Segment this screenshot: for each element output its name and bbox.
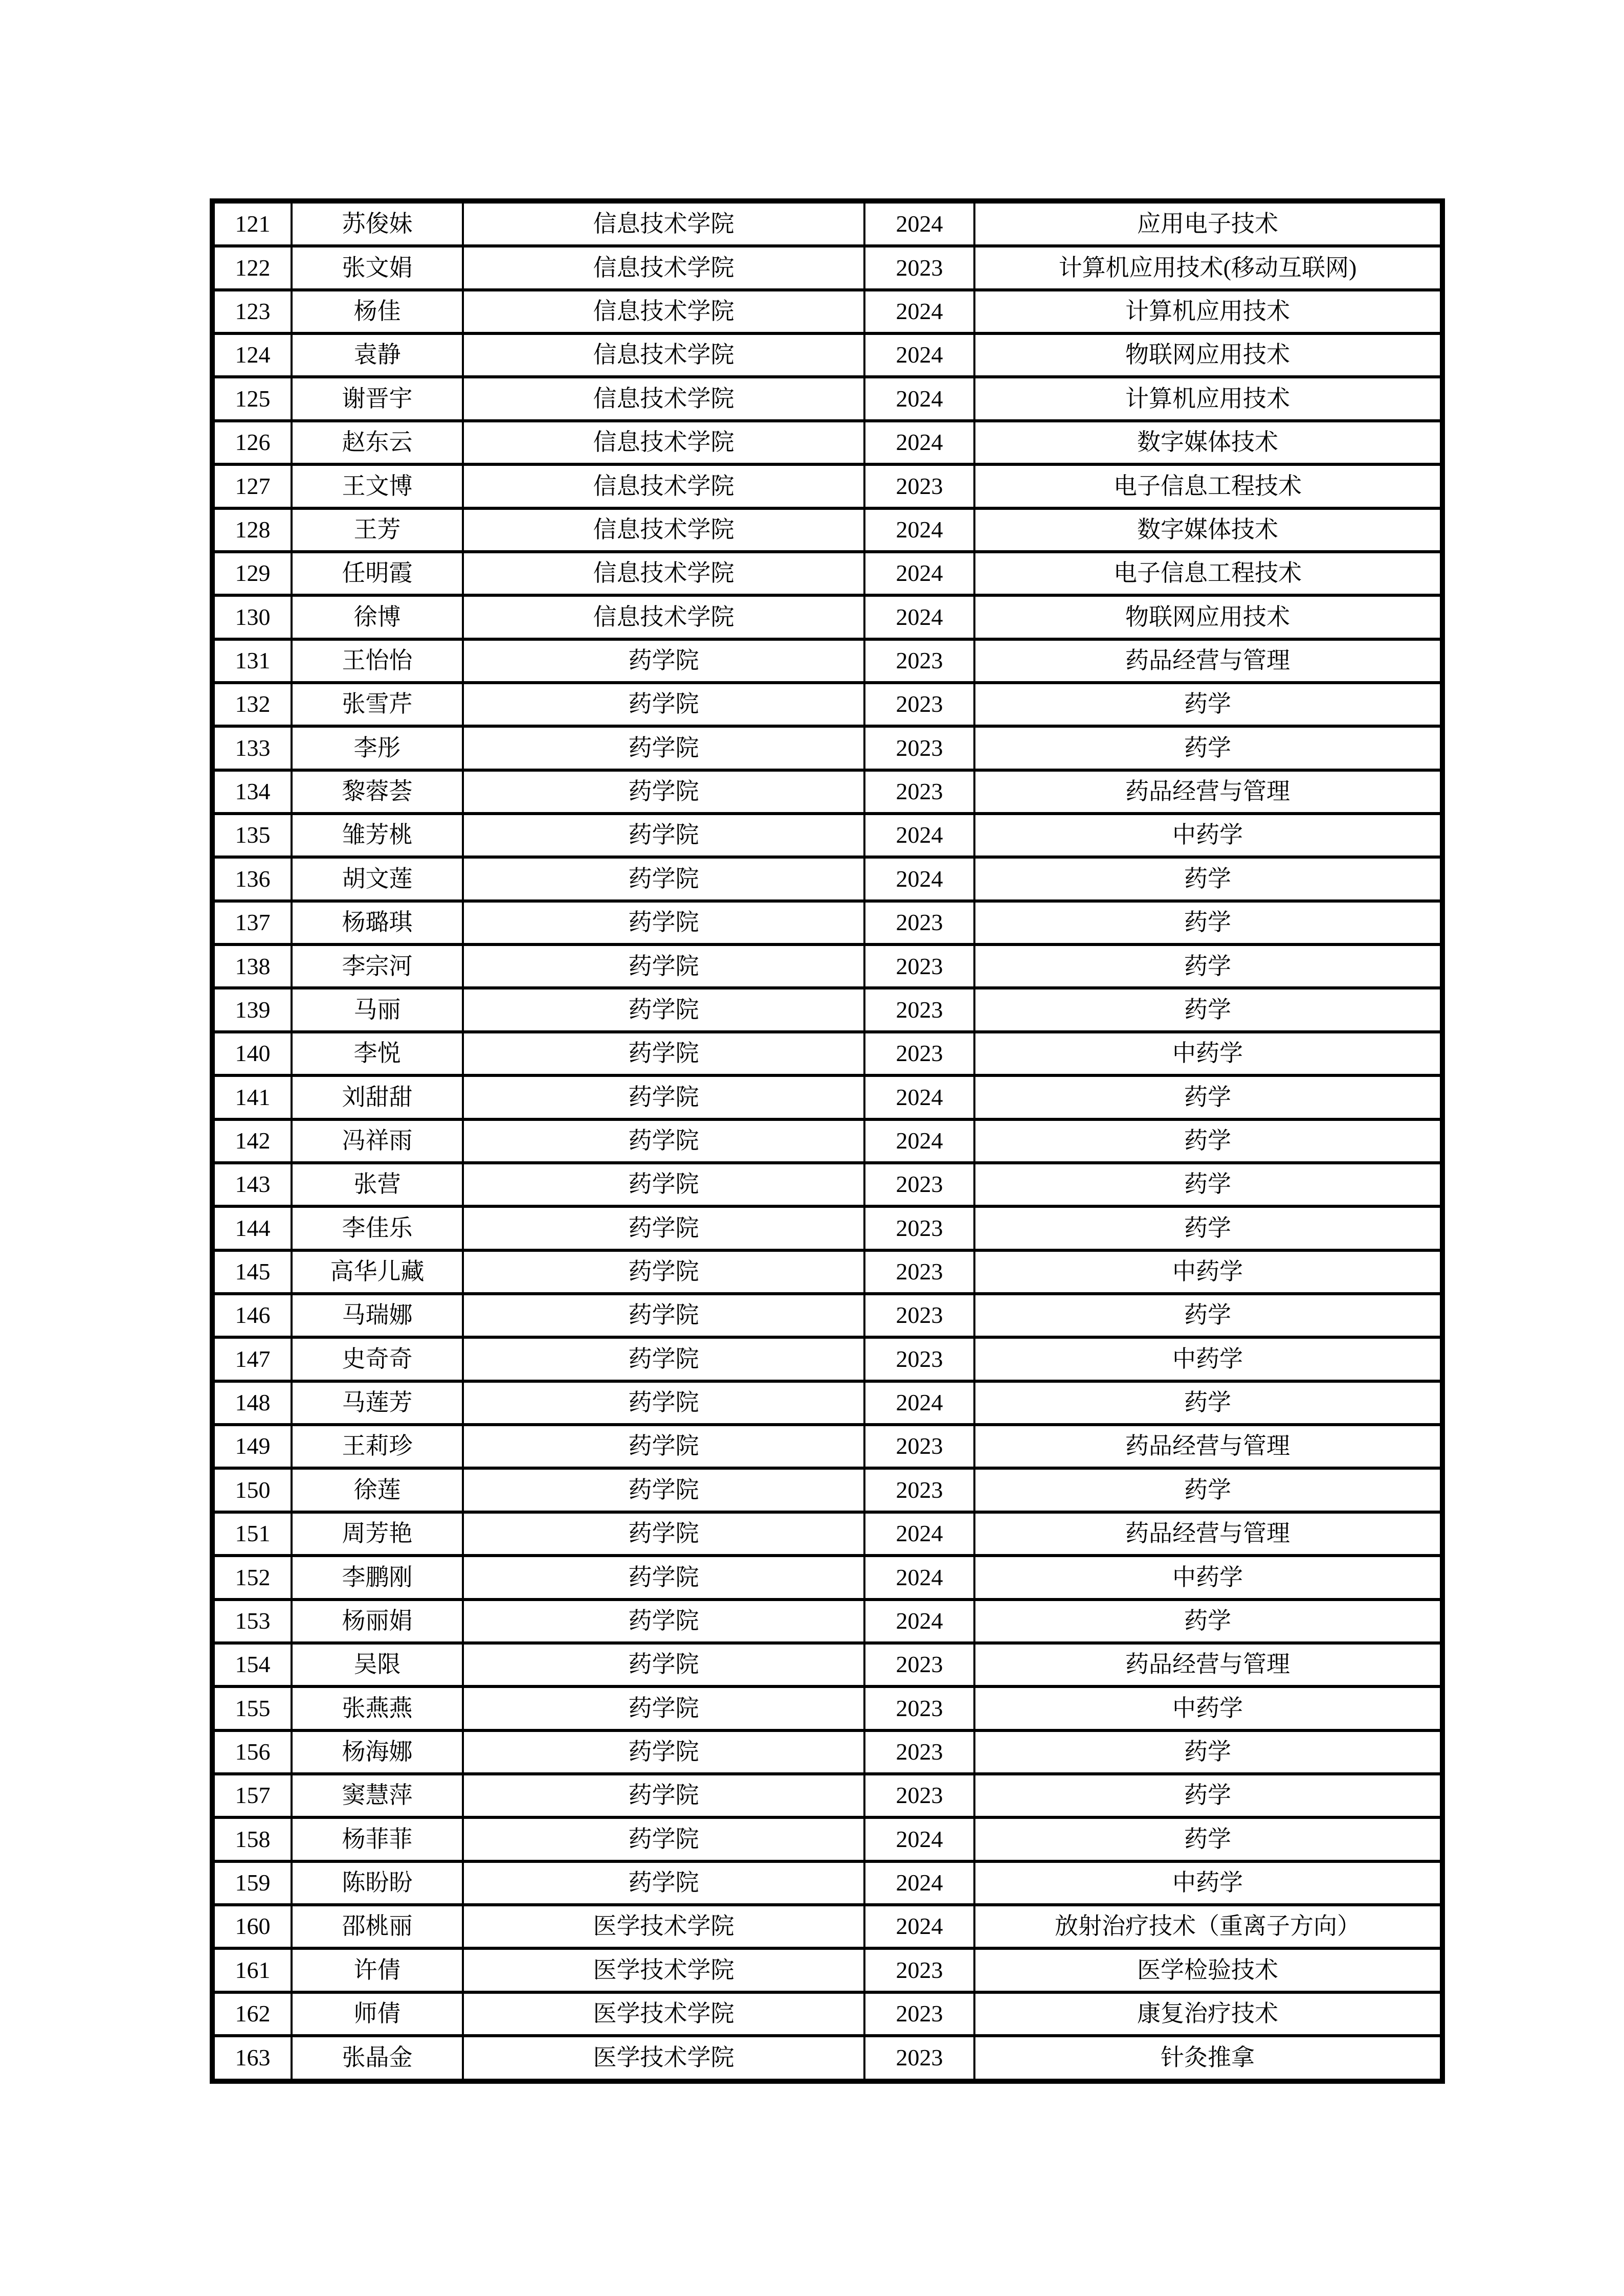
cell-year: 2023 — [864, 1948, 974, 1992]
cell-index: 145 — [212, 1250, 292, 1294]
cell-major: 药学 — [974, 1600, 1442, 1643]
cell-name: 马莲芳 — [292, 1381, 463, 1425]
cell-major: 药学 — [974, 683, 1442, 726]
cell-name: 陈盼盼 — [292, 1861, 463, 1905]
cell-name: 周芳艳 — [292, 1512, 463, 1556]
cell-name: 许倩 — [292, 1948, 463, 1992]
table-row — [212, 683, 1442, 726]
cell-name: 高华儿藏 — [292, 1250, 463, 1294]
cell-name: 张燕燕 — [292, 1686, 463, 1730]
cell-major: 数字媒体技术 — [974, 508, 1442, 552]
cell-index: 147 — [212, 1337, 292, 1381]
cell-major: 药学 — [974, 1075, 1442, 1119]
cell-index: 130 — [212, 595, 292, 639]
table-row — [212, 1381, 1442, 1425]
cell-index: 156 — [212, 1730, 292, 1774]
cell-major: 药学 — [974, 944, 1442, 988]
cell-name: 赵东云 — [292, 421, 463, 464]
cell-college: 信息技术学院 — [463, 595, 864, 639]
cell-index: 126 — [212, 421, 292, 464]
cell-major: 医学检验技术 — [974, 1948, 1442, 1992]
cell-college: 药学院 — [463, 1774, 864, 1817]
cell-year: 2024 — [864, 857, 974, 901]
cell-name: 李鹏刚 — [292, 1556, 463, 1599]
table-row — [212, 1337, 1442, 1381]
cell-name: 师倩 — [292, 1992, 463, 2036]
cell-year: 2024 — [864, 201, 974, 246]
cell-year: 2024 — [864, 508, 974, 552]
cell-college: 医学技术学院 — [463, 1905, 864, 1948]
cell-name: 杨海娜 — [292, 1730, 463, 1774]
cell-year: 2023 — [864, 1032, 974, 1075]
cell-college: 药学院 — [463, 1294, 864, 1337]
cell-name: 史奇奇 — [292, 1337, 463, 1381]
cell-college: 信息技术学院 — [463, 377, 864, 420]
table-row — [212, 1948, 1442, 1992]
cell-index: 141 — [212, 1075, 292, 1119]
cell-year: 2023 — [864, 683, 974, 726]
cell-year: 2023 — [864, 770, 974, 814]
table-row — [212, 1861, 1442, 1905]
cell-major: 药学 — [974, 1817, 1442, 1861]
cell-name: 李宗河 — [292, 944, 463, 988]
cell-college: 信息技术学院 — [463, 246, 864, 289]
cell-name: 王文博 — [292, 464, 463, 508]
table-row — [212, 1817, 1442, 1861]
cell-index: 146 — [212, 1294, 292, 1337]
table-row — [212, 1905, 1442, 1948]
cell-year: 2023 — [864, 988, 974, 1031]
cell-year: 2024 — [864, 1817, 974, 1861]
cell-name: 杨丽娟 — [292, 1600, 463, 1643]
cell-college: 药学院 — [463, 1468, 864, 1512]
cell-index: 132 — [212, 683, 292, 726]
table-row — [212, 1206, 1442, 1250]
cell-college: 药学院 — [463, 1337, 864, 1381]
cell-college: 药学院 — [463, 1032, 864, 1075]
cell-college: 药学院 — [463, 1425, 864, 1468]
table-row — [212, 1774, 1442, 1817]
cell-year: 2023 — [864, 1425, 974, 1468]
cell-name: 王怡怡 — [292, 639, 463, 683]
cell-index: 140 — [212, 1032, 292, 1075]
cell-major: 康复治疗技术 — [974, 1992, 1442, 2036]
cell-year: 2023 — [864, 1468, 974, 1512]
cell-year: 2023 — [864, 1643, 974, 1686]
table-row — [212, 421, 1442, 464]
cell-name: 张营 — [292, 1163, 463, 1206]
cell-college: 药学院 — [463, 1163, 864, 1206]
table-row — [212, 726, 1442, 770]
cell-name: 杨佳 — [292, 290, 463, 333]
cell-major: 数字媒体技术 — [974, 421, 1442, 464]
cell-name: 王莉珍 — [292, 1425, 463, 1468]
cell-name: 张文娟 — [292, 246, 463, 289]
cell-year: 2024 — [864, 1600, 974, 1643]
cell-index: 160 — [212, 1905, 292, 1948]
cell-name: 胡文莲 — [292, 857, 463, 901]
cell-college: 信息技术学院 — [463, 333, 864, 377]
cell-college: 药学院 — [463, 988, 864, 1031]
cell-year: 2023 — [864, 1294, 974, 1337]
cell-college: 药学院 — [463, 1730, 864, 1774]
cell-college: 药学院 — [463, 901, 864, 944]
table-row — [212, 377, 1442, 420]
table-row — [212, 1163, 1442, 1206]
table-row — [212, 770, 1442, 814]
cell-index: 131 — [212, 639, 292, 683]
cell-college: 医学技术学院 — [463, 1948, 864, 1992]
cell-college: 信息技术学院 — [463, 464, 864, 508]
cell-year: 2023 — [864, 1250, 974, 1294]
cell-major: 药品经营与管理 — [974, 1643, 1442, 1686]
cell-major: 计算机应用技术(移动互联网) — [974, 246, 1442, 289]
cell-college: 药学院 — [463, 1075, 864, 1119]
cell-year: 2024 — [864, 290, 974, 333]
cell-major: 药学 — [974, 1468, 1442, 1512]
cell-college: 药学院 — [463, 683, 864, 726]
table-row — [212, 857, 1442, 901]
cell-index: 144 — [212, 1206, 292, 1250]
cell-name: 吴限 — [292, 1643, 463, 1686]
cell-name: 苏俊妹 — [292, 201, 463, 246]
cell-college: 药学院 — [463, 1381, 864, 1425]
table-row — [212, 464, 1442, 508]
cell-name: 黎蓉荟 — [292, 770, 463, 814]
table-row — [212, 988, 1442, 1031]
cell-college: 信息技术学院 — [463, 421, 864, 464]
cell-index: 129 — [212, 552, 292, 595]
table-row — [212, 246, 1442, 289]
cell-year: 2024 — [864, 333, 974, 377]
cell-index: 158 — [212, 1817, 292, 1861]
cell-college: 药学院 — [463, 944, 864, 988]
cell-major: 中药学 — [974, 814, 1442, 857]
cell-college: 医学技术学院 — [463, 1992, 864, 2036]
cell-index: 139 — [212, 988, 292, 1031]
cell-college: 医学技术学院 — [463, 2036, 864, 2081]
cell-college: 信息技术学院 — [463, 201, 864, 246]
table-row — [212, 944, 1442, 988]
cell-major: 计算机应用技术 — [974, 377, 1442, 420]
table-row — [212, 1468, 1442, 1512]
cell-year: 2023 — [864, 1163, 974, 1206]
cell-major: 药品经营与管理 — [974, 770, 1442, 814]
cell-major: 药学 — [974, 1774, 1442, 1817]
cell-year: 2023 — [864, 1337, 974, 1381]
cell-name: 雏芳桃 — [292, 814, 463, 857]
cell-name: 马丽 — [292, 988, 463, 1031]
cell-name: 李彤 — [292, 726, 463, 770]
cell-year: 2024 — [864, 814, 974, 857]
table-row — [212, 1294, 1442, 1337]
table-row — [212, 1556, 1442, 1599]
cell-index: 150 — [212, 1468, 292, 1512]
cell-name: 窦慧萍 — [292, 1774, 463, 1817]
cell-college: 药学院 — [463, 1686, 864, 1730]
table-row — [212, 1425, 1442, 1468]
cell-year: 2023 — [864, 1206, 974, 1250]
cell-index: 135 — [212, 814, 292, 857]
cell-index: 162 — [212, 1992, 292, 2036]
table-row — [212, 901, 1442, 944]
cell-index: 134 — [212, 770, 292, 814]
cell-index: 128 — [212, 508, 292, 552]
cell-major: 电子信息工程技术 — [974, 552, 1442, 595]
table-row — [212, 1643, 1442, 1686]
cell-college: 信息技术学院 — [463, 552, 864, 595]
cell-index: 161 — [212, 1948, 292, 1992]
table-row — [212, 814, 1442, 857]
cell-college: 药学院 — [463, 1512, 864, 1556]
cell-college: 信息技术学院 — [463, 508, 864, 552]
cell-index: 148 — [212, 1381, 292, 1425]
cell-name: 张晶金 — [292, 2036, 463, 2081]
cell-college: 药学院 — [463, 1119, 864, 1163]
cell-index: 127 — [212, 464, 292, 508]
cell-college: 药学院 — [463, 726, 864, 770]
cell-major: 电子信息工程技术 — [974, 464, 1442, 508]
cell-major: 药学 — [974, 1381, 1442, 1425]
table-row — [212, 1600, 1442, 1643]
cell-index: 163 — [212, 2036, 292, 2081]
cell-year: 2024 — [864, 377, 974, 420]
cell-name: 刘甜甜 — [292, 1075, 463, 1119]
cell-index: 143 — [212, 1163, 292, 1206]
cell-major: 中药学 — [974, 1861, 1442, 1905]
cell-college: 药学院 — [463, 857, 864, 901]
cell-name: 王芳 — [292, 508, 463, 552]
cell-major: 药学 — [974, 1206, 1442, 1250]
cell-year: 2024 — [864, 552, 974, 595]
table-row — [212, 2036, 1442, 2081]
cell-major: 计算机应用技术 — [974, 290, 1442, 333]
table-row — [212, 1250, 1442, 1294]
cell-name: 马瑞娜 — [292, 1294, 463, 1337]
cell-major: 药学 — [974, 901, 1442, 944]
cell-index: 122 — [212, 246, 292, 289]
cell-year: 2023 — [864, 246, 974, 289]
cell-college: 药学院 — [463, 1643, 864, 1686]
cell-college: 药学院 — [463, 770, 864, 814]
cell-index: 124 — [212, 333, 292, 377]
cell-college: 信息技术学院 — [463, 290, 864, 333]
cell-major: 药学 — [974, 1163, 1442, 1206]
cell-index: 152 — [212, 1556, 292, 1599]
cell-major: 物联网应用技术 — [974, 595, 1442, 639]
cell-college: 药学院 — [463, 814, 864, 857]
cell-name: 张雪芹 — [292, 683, 463, 726]
cell-major: 物联网应用技术 — [974, 333, 1442, 377]
cell-year: 2023 — [864, 1992, 974, 2036]
cell-year: 2024 — [864, 1905, 974, 1948]
cell-index: 155 — [212, 1686, 292, 1730]
cell-year: 2023 — [864, 2036, 974, 2081]
cell-year: 2024 — [864, 1381, 974, 1425]
cell-college: 药学院 — [463, 639, 864, 683]
cell-year: 2024 — [864, 1512, 974, 1556]
table-row — [212, 1119, 1442, 1163]
cell-index: 125 — [212, 377, 292, 420]
cell-college: 药学院 — [463, 1861, 864, 1905]
cell-name: 徐莲 — [292, 1468, 463, 1512]
cell-major: 中药学 — [974, 1686, 1442, 1730]
table-row — [212, 595, 1442, 639]
cell-index: 159 — [212, 1861, 292, 1905]
table-row — [212, 508, 1442, 552]
cell-major: 药品经营与管理 — [974, 639, 1442, 683]
table-row — [212, 1992, 1442, 2036]
table-row — [212, 1032, 1442, 1075]
cell-name: 杨菲菲 — [292, 1817, 463, 1861]
cell-year: 2023 — [864, 464, 974, 508]
cell-name: 冯祥雨 — [292, 1119, 463, 1163]
cell-index: 151 — [212, 1512, 292, 1556]
cell-major: 药学 — [974, 988, 1442, 1031]
cell-major: 针灸推拿 — [974, 2036, 1442, 2081]
cell-major: 放射治疗技术（重离子方向） — [974, 1905, 1442, 1948]
cell-year: 2024 — [864, 1861, 974, 1905]
cell-major: 中药学 — [974, 1556, 1442, 1599]
table-row — [212, 201, 1442, 246]
cell-year: 2023 — [864, 944, 974, 988]
cell-index: 153 — [212, 1600, 292, 1643]
cell-year: 2024 — [864, 421, 974, 464]
cell-college: 药学院 — [463, 1250, 864, 1294]
cell-index: 133 — [212, 726, 292, 770]
cell-index: 157 — [212, 1774, 292, 1817]
table-row — [212, 1075, 1442, 1119]
cell-major: 药品经营与管理 — [974, 1425, 1442, 1468]
table-row — [212, 1730, 1442, 1774]
table-row — [212, 1686, 1442, 1730]
table-row — [212, 290, 1442, 333]
cell-major: 药学 — [974, 726, 1442, 770]
cell-name: 谢晋宇 — [292, 377, 463, 420]
cell-index: 136 — [212, 857, 292, 901]
cell-major: 药学 — [974, 857, 1442, 901]
cell-name: 李佳乐 — [292, 1206, 463, 1250]
cell-year: 2023 — [864, 726, 974, 770]
cell-name: 徐博 — [292, 595, 463, 639]
table-body — [212, 201, 1442, 2081]
cell-major: 药学 — [974, 1294, 1442, 1337]
cell-index: 149 — [212, 1425, 292, 1468]
cell-major: 药学 — [974, 1119, 1442, 1163]
cell-name: 任明霞 — [292, 552, 463, 595]
cell-year: 2024 — [864, 1119, 974, 1163]
cell-year: 2023 — [864, 639, 974, 683]
cell-major: 应用电子技术 — [974, 201, 1442, 246]
cell-year: 2024 — [864, 1075, 974, 1119]
cell-college: 药学院 — [463, 1600, 864, 1643]
cell-major: 药学 — [974, 1730, 1442, 1774]
cell-name: 邵桃丽 — [292, 1905, 463, 1948]
cell-college: 药学院 — [463, 1206, 864, 1250]
table-row — [212, 1512, 1442, 1556]
cell-name: 李悦 — [292, 1032, 463, 1075]
cell-major: 中药学 — [974, 1250, 1442, 1294]
cell-year: 2024 — [864, 595, 974, 639]
cell-major: 中药学 — [974, 1337, 1442, 1381]
table-row — [212, 333, 1442, 377]
cell-college: 药学院 — [463, 1556, 864, 1599]
cell-college: 药学院 — [463, 1817, 864, 1861]
cell-year: 2023 — [864, 1730, 974, 1774]
cell-index: 138 — [212, 944, 292, 988]
cell-index: 121 — [212, 201, 292, 246]
cell-year: 2023 — [864, 901, 974, 944]
cell-major: 中药学 — [974, 1032, 1442, 1075]
table-row — [212, 639, 1442, 683]
cell-index: 123 — [212, 290, 292, 333]
cell-name: 袁静 — [292, 333, 463, 377]
cell-index: 137 — [212, 901, 292, 944]
cell-year: 2023 — [864, 1774, 974, 1817]
student-roster-table — [210, 198, 1445, 2084]
cell-year: 2024 — [864, 1556, 974, 1599]
cell-index: 154 — [212, 1643, 292, 1686]
cell-name: 杨璐琪 — [292, 901, 463, 944]
table-row — [212, 552, 1442, 595]
cell-major: 药品经营与管理 — [974, 1512, 1442, 1556]
cell-year: 2023 — [864, 1686, 974, 1730]
cell-index: 142 — [212, 1119, 292, 1163]
